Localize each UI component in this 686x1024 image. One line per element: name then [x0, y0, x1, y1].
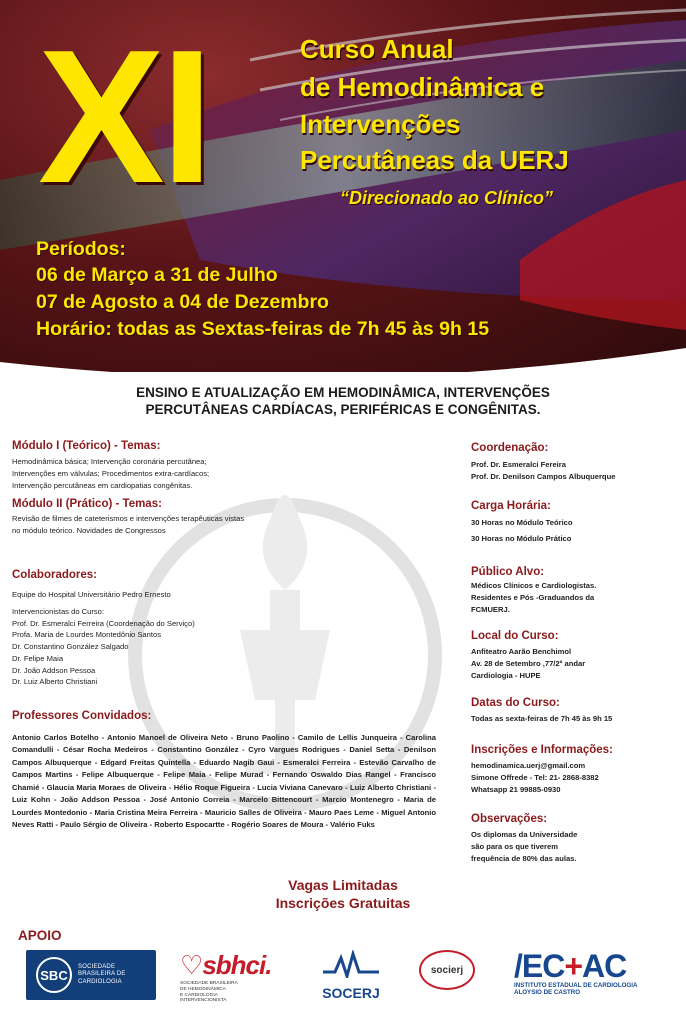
period-1: 06 de Março a 31 de Julho [36, 264, 278, 286]
modulo-1-section [12, 440, 322, 491]
datas-section [471, 697, 676, 725]
vagas-line-2: Inscrições Gratuitas [275, 895, 411, 912]
colaboradores-section [12, 569, 322, 688]
professores-list: Antonio Carlos Botelho - Antonio Manoel de Oliveira Neto - Bruno Paolino - Camilo de Lellis Junqueira - Carolina Comandulli - César Rocha Medeiros - Constantino González - Cyro Vargues Rodrigues - Daniel Setta - Denilson Campos Albuquerque - Edgard Freitas Quintella - Eduardo Nagib Gaui - Esmeralci Ferreira - Estevão Carvalho de Campos Martins - Felipe Albuquerque - Felipe Maia - Felipe Murad - Fernando Oswaldo Dias Rangel - Francisco Chamié - Glaucia Maria Moraes de Oliveira - Hélio Roque Figueira - Lucia Viviana Canevaro - Luiz Alberto Christiani - Luiz Kohn - João Addson Pessoa - José Antonio Correia - Marcelo Bittencourt - Marcio Montenegro - Maria de Lourdes Montedonio - Maria Cristina Meira Ferreira - Mauricio Salles de Oliveira - Mauro Paes Leme - Miguel Antonio Neves Ratti - Paulo Sérgio de Oliveira - Roberto Espocartte - Rogério Soares de Moura - Valério Fuks [12, 733, 436, 830]
modulo-2-line: Revisão de filmes de cateterismos e intervenções terapêuticas vistas [12, 514, 245, 523]
professores-heading-block [12, 710, 322, 722]
modulo-2-title: Módulo II (Prático) - Temas: [12, 498, 162, 510]
observacoes-line: são para os que tiverem [471, 842, 558, 852]
local-title: Local do Curso: [471, 630, 559, 642]
course-subtitle: “Direcionado ao Clínico” [340, 188, 554, 208]
observacoes-line: Os diplomas da Universidade [471, 830, 578, 839]
sbhci-text-line: E CARDIOLOGIA [180, 992, 218, 998]
colaborador-name: Dr. Luiz Alberto Christiani [12, 677, 98, 687]
modulo-1-line: Hemodinâmica básica; Intervenção coronária percutânea; [12, 457, 207, 466]
inscricoes-title: Inscrições e Informações: [471, 744, 613, 756]
edition-number: XI [38, 11, 210, 223]
intro-line-2: PERCUTÂNEAS CARDÍACAS, PERIFÉRICAS E CONGÊNITAS. [145, 402, 541, 418]
sbc-mark: SBC [36, 957, 72, 993]
colaborador-name: Dr. João Addson Pessoa [12, 665, 96, 675]
contact-email[interactable]: hemodinamica.uerj@gmail.com [471, 761, 586, 770]
local-line: Anfiteatro Aarão Benchimol [471, 647, 572, 656]
contact-phone: Simone Offrede - Tel: 21- 2868-8382 [471, 773, 599, 783]
socierj-logo [414, 950, 480, 1000]
apoio-label: APOIO [18, 928, 62, 943]
iecac-mark [514, 950, 664, 982]
heartbeat-icon [321, 950, 381, 978]
schedule: Horário: todas as Sextas-feiras de 7h 45 às 9h 15 [36, 318, 490, 340]
coordenacao-section [471, 442, 676, 483]
iecac-text [514, 982, 664, 997]
sbc-logo [26, 950, 156, 1000]
sbhci-mark-text: sbhci. [202, 950, 272, 980]
socerj-logo [318, 950, 384, 1000]
sbhci-text-line: DE HEMODINÂMICA [180, 986, 226, 992]
intro-statement [60, 384, 626, 419]
colaborador-name: Prof. Dr. Esmeralci Ferreira (Coordenação do Serviço) [12, 618, 195, 628]
colaborador-name: Dr. Constantino González Salgado [12, 642, 129, 652]
equipe-text: Equipe do Hospital Universitário Pedro Ernesto [12, 590, 171, 599]
inscricoes-section [471, 744, 676, 796]
header-wave [0, 340, 686, 372]
sbhci-text-line: INTERVENCIONISTA [180, 998, 227, 1004]
coordenacao-line: Prof. Dr. Esmeralci Fereira [471, 460, 566, 469]
periods-label: Períodos: [36, 238, 126, 260]
observacoes-line: frequência de 80% das aulas. [471, 854, 577, 864]
sbhci-text-line: SOCIEDADE BRASILEIRA [180, 981, 238, 986]
carga-line: 30 Horas no Módulo Teórico [471, 518, 573, 527]
iecac-mark-b: AC [582, 948, 627, 984]
coordenacao-title: Coordenação: [471, 442, 549, 454]
modulo-2-line: no módulo teórico. Novidades de Congressos [12, 525, 166, 535]
period-2: 07 de Agosto a 04 de Dezembro [36, 291, 329, 313]
socierj-mark: socierj [419, 950, 475, 990]
intervencionistas-title: Intervencionistas do Curso: [12, 606, 105, 616]
course-title-line-2: de Hemodinâmica e [300, 72, 545, 102]
publico-line: Médicos Clínicos e Cardiologistas. [471, 581, 597, 590]
course-title-line-4: Percutâneas da UERJ [300, 145, 569, 175]
sbc-text-line: SOCIEDADE [78, 963, 116, 970]
carga-section [471, 500, 676, 545]
colaborador-name: Dr. Felipe Maia [12, 653, 64, 663]
iecac-logo [514, 950, 664, 1000]
carga-title: Carga Horária: [471, 500, 551, 512]
modulo-2-section [12, 498, 322, 537]
poster-header [0, 0, 686, 372]
publico-line: FCMUERJ. [471, 605, 510, 615]
local-line: Av. 28 de Setembro ,77/2º andar [471, 659, 586, 669]
datas-title: Datas do Curso: [471, 697, 560, 709]
sbc-text-line: BRASILEIRA DE [78, 971, 126, 978]
cross-icon: + [564, 948, 583, 984]
publico-line: Residentes e Pós -Graduandos da [471, 593, 595, 603]
vagas-line-1: Vagas Limitadas [288, 877, 398, 893]
local-line: Cardiologia - HUPE [471, 671, 541, 681]
publico-title: Público Alvo: [471, 566, 545, 578]
local-section [471, 630, 676, 682]
observacoes-title: Observações: [471, 813, 548, 825]
iecac-text-line: INSTITUTO ESTADUAL DE CARDIOLOGIA [514, 982, 638, 989]
sbc-text [78, 964, 126, 987]
sbhci-text [180, 981, 298, 1004]
modulo-1-line: Intervenções em válvulas; Procedimentos extra-cardíacos; [12, 468, 210, 478]
iecac-mark-a: /EC [514, 948, 565, 984]
professores-title: Professores Convidados: [12, 710, 152, 722]
sbhci-logo [180, 950, 298, 1004]
carga-line: 30 Horas no Módulo Prático [471, 534, 572, 544]
modulo-1-title: Módulo I (Teórico) - Temas: [12, 440, 161, 452]
heart-icon: ♡ [180, 950, 203, 980]
contact-whatsapp: Whatsapp 21 99885-0930 [471, 785, 561, 795]
iecac-text-line: ALOYSIO DE CASTRO [514, 989, 581, 997]
datas-line: Todas as sexta-feiras de 7h 45 às 9h 15 [471, 714, 613, 723]
coordenacao-line: Prof. Dr. Denilson Campos Albuquerque [471, 472, 616, 482]
course-title-line-3: Intervenções [300, 109, 461, 139]
modulo-1-line: Intervenção percutâneas em cardiopatias congênitas. [12, 480, 193, 490]
intro-line-1: ENSINO E ATUALIZAÇÃO EM HEMODINÂMICA, INTERVENÇÕES [136, 385, 550, 400]
vagas-notice [200, 876, 486, 912]
socerj-mark: SOCERJ [322, 985, 380, 1001]
sbhci-mark [180, 950, 298, 981]
colaborador-name: Profa. Maria de Lourdes Montedônio Santos [12, 630, 162, 640]
publico-section [471, 566, 676, 616]
course-title-line-1: Curso Anual [300, 34, 454, 64]
colaboradores-title: Colaboradores: [12, 569, 97, 581]
sbc-text-line: CARDIOLOGIA [78, 978, 122, 985]
observacoes-section [471, 813, 676, 865]
